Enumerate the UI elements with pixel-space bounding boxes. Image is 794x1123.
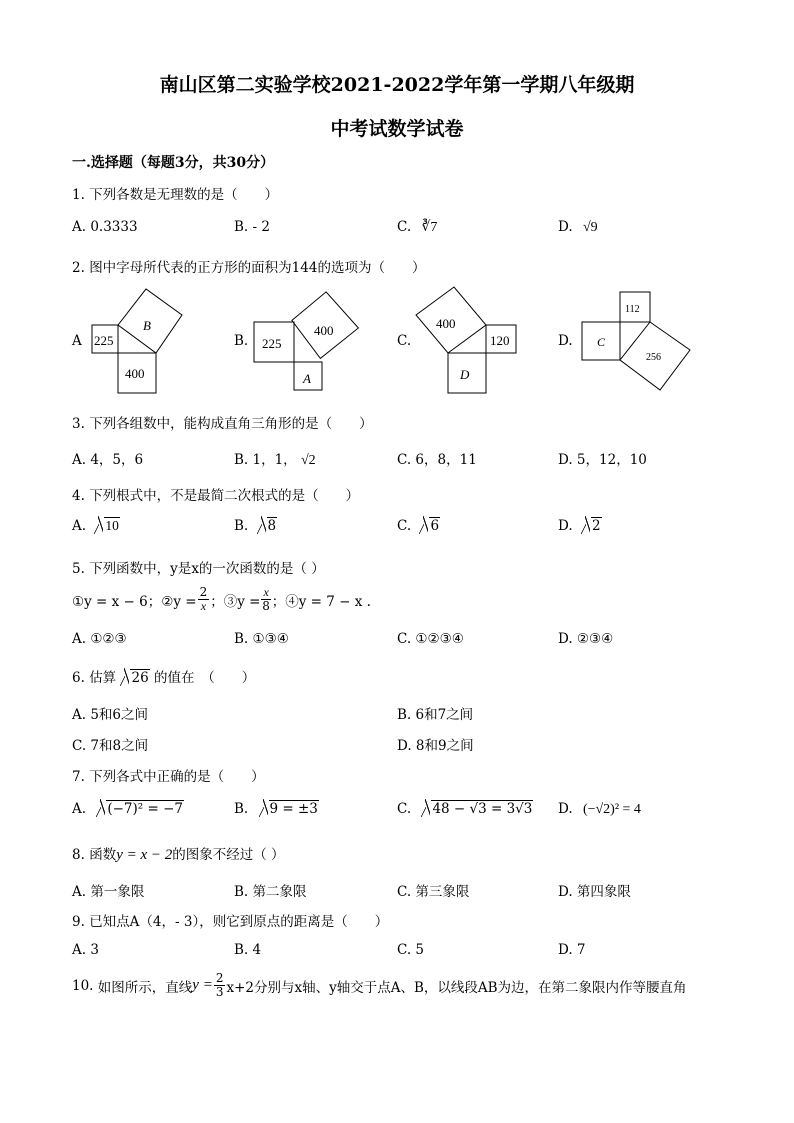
- fraction-x-over-8: $\frac{x}{8}$: [262, 585, 270, 613]
- sqrt-expr-c: 48 − √3 = 3√3: [421, 801, 533, 817]
- q1-option-c: [397, 219, 437, 236]
- label-225: 225: [94, 333, 114, 348]
- option-label: A.: [72, 518, 87, 534]
- label-a: A: [303, 371, 311, 386]
- q6-option-c: C. 7和8之间: [72, 738, 149, 754]
- question-number: 5.: [72, 561, 85, 577]
- q9-option-b: B. 4: [234, 942, 262, 958]
- q9-option-c: C. 5: [397, 942, 425, 958]
- option-label: B.: [234, 801, 249, 817]
- q5-functions: [72, 586, 371, 613]
- question-4: [72, 484, 359, 504]
- question-number: 8.: [72, 847, 85, 863]
- question-text-pre: 如图所示，直线: [97, 979, 193, 996]
- label-c: C: [597, 335, 606, 349]
- sqrt-expr-b: 9 = ±3: [259, 801, 319, 817]
- question-text: 下列函数中，y是x的一次函数的是（ ）: [89, 561, 325, 577]
- option-label: B. 1，1，: [234, 452, 297, 468]
- q1-option-b: B. - 2: [234, 219, 270, 235]
- q3-option-d: D. 5，12，10: [558, 452, 647, 468]
- question-2: [72, 256, 425, 276]
- question-number: 10.: [72, 977, 94, 994]
- question-text-pre: 估算: [89, 670, 117, 686]
- q2-option-d-label: D.: [558, 333, 573, 349]
- q9-option-d: D. 7: [558, 942, 586, 958]
- option-label: C.: [397, 518, 412, 534]
- q7-option-a: [72, 801, 184, 817]
- q2-option-a-label: A: [72, 333, 82, 349]
- label-400: 400: [314, 323, 334, 338]
- question-9: [72, 910, 388, 930]
- q2-option-c-label: C.: [397, 333, 412, 349]
- option-label: D.: [558, 518, 573, 534]
- option-label: A.: [72, 801, 87, 817]
- func-3: ；③y =: [210, 593, 261, 610]
- question-text: 下列各式中正确的是（ ）: [89, 769, 265, 785]
- question-7: [72, 765, 265, 785]
- sqrt-9: √9: [582, 220, 598, 235]
- expr-d: (−√2)² = 4: [582, 802, 641, 817]
- question-number: 7.: [72, 769, 85, 785]
- q1-option-d: [558, 219, 598, 236]
- option-label: D.: [558, 219, 573, 235]
- paper-title-line2: 中考试数学试卷: [330, 118, 464, 140]
- q8-option-d: D. 第四象限: [558, 884, 631, 900]
- sqrt-expr-a: (−7)² = −7: [96, 801, 184, 817]
- label-225: 225: [262, 336, 282, 351]
- q1-option-a: A. 0.3333: [72, 219, 138, 235]
- question-text: 下列各组数中，能构成直角三角形的是（ ）: [89, 416, 373, 432]
- question-number: 4.: [72, 488, 85, 504]
- question-3: [72, 412, 373, 432]
- q3-option-b: [234, 448, 316, 469]
- question-1: [72, 183, 278, 203]
- func-4: ；④y = 7 − x .: [271, 593, 371, 610]
- question-text: 图中字母所代表的正方形的面积为144的选项为（ ）: [89, 260, 426, 276]
- q5-option-d: D. ②③④: [558, 631, 614, 647]
- label-400: 400: [436, 316, 456, 331]
- q2-figure-a: [88, 285, 188, 395]
- q3-option-c: C. 6，8，11: [397, 452, 477, 468]
- label-400: 400: [125, 366, 145, 381]
- cube-root-7: ∛7: [421, 220, 438, 235]
- label-b: B: [143, 318, 151, 333]
- option-label: C.: [397, 219, 412, 235]
- q8-option-c: C. 第三象限: [397, 884, 470, 900]
- question-number: 2.: [72, 260, 85, 276]
- q4-option-c: [397, 518, 440, 534]
- q8-option-a: A. 第一象限: [72, 884, 145, 900]
- q2-figure-c: [414, 285, 524, 397]
- q7-option-b: [234, 801, 319, 817]
- q8-option-b: B. 第二象限: [234, 884, 307, 900]
- function-expr: y = x − 2: [116, 847, 173, 863]
- question-number: 9.: [72, 914, 85, 930]
- q5-option-a: A. ①②③: [72, 631, 127, 647]
- sqrt-26: 26: [120, 670, 149, 686]
- q4-option-b: [234, 518, 277, 534]
- option-label: B.: [234, 518, 249, 534]
- question-text-post: 的值在 （ ）: [153, 670, 256, 686]
- q7-option-c: [397, 801, 533, 817]
- question-text-pre: 函数: [89, 847, 117, 863]
- label-d: D: [460, 367, 470, 382]
- question-number: 1.: [72, 187, 85, 203]
- question-6: [72, 666, 255, 686]
- sqrt-8: 8: [257, 518, 278, 534]
- question-text: 已知点A（4，- 3），则它到原点的距离是（ ）: [89, 914, 389, 930]
- question-number: 6.: [72, 670, 85, 686]
- q6-option-a: A. 5和6之间: [72, 707, 149, 723]
- question-10: [72, 972, 687, 999]
- q2-option-b-label: B.: [234, 333, 249, 349]
- paper-title-line1: 南山区第二实验学校2021-2022学年第一学期八年级期: [159, 74, 635, 96]
- fraction-2-over-x: $\frac{2}{x}$: [199, 585, 208, 613]
- q4-option-a: [72, 518, 120, 534]
- q9-option-a: A. 3: [72, 942, 99, 958]
- q6-option-d: D. 8和9之间: [397, 738, 474, 754]
- sqrt-10: 10: [94, 518, 120, 534]
- q2-figure-d: [580, 290, 692, 395]
- q7-option-d: [558, 801, 641, 818]
- sqrt-6: 6: [419, 518, 440, 534]
- option-label: C.: [397, 801, 412, 817]
- question-text-post: 的图象不经过（ ）: [172, 847, 285, 863]
- question-text: 下列根式中，不是最简二次根式的是（ ）: [89, 488, 360, 504]
- label-120: 120: [490, 333, 510, 348]
- fraction-2-3: $\frac{2}{3}$: [215, 971, 224, 999]
- sqrt-2: √2: [300, 453, 316, 468]
- q4-option-d: [558, 518, 602, 534]
- question-text: 下列各数是无理数的是（ ）: [89, 187, 279, 203]
- question-8: [72, 843, 285, 864]
- q5-option-c: C. ①②③④: [397, 631, 464, 647]
- option-label: D.: [558, 801, 573, 817]
- section-heading: 一.选择题（每题3分，共30分）: [72, 155, 275, 171]
- label-256: 256: [646, 352, 661, 363]
- q2-figure-b: [252, 290, 362, 395]
- label-112: 112: [625, 304, 640, 315]
- sqrt-2: 2: [581, 518, 602, 534]
- y-equals: y =: [192, 977, 213, 993]
- q6-option-b: B. 6和7之间: [397, 707, 474, 723]
- func-1-2: ①y = x − 6；②y =: [72, 593, 197, 610]
- question-5: [72, 557, 325, 577]
- q3-option-a: A. 4，5，6: [72, 452, 144, 468]
- question-number: 3.: [72, 416, 85, 432]
- q5-option-b: B. ①③④: [234, 631, 289, 647]
- question-text-post: x+2分别与x轴、y轴交于点A、B，以线段AB为边，在第二象限内作等腰直角: [226, 979, 687, 996]
